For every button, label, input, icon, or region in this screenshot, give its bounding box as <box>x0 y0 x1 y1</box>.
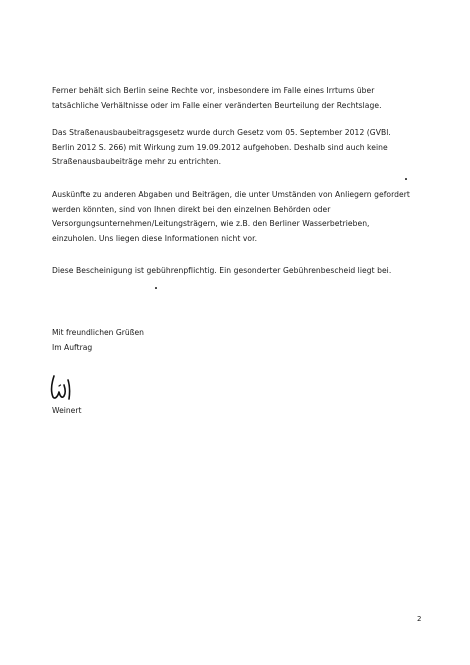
text-line: einzuholen. Uns liegen diese Informationen nicht vor. <box>52 233 258 243</box>
closing-on-behalf: Im Auftrag <box>52 342 93 352</box>
text-line: Diese Bescheinigung ist gebührenpflichtig. Ein gesonderter Gebührenbescheid liegt bei. <box>52 266 392 275</box>
text-line: Berlin 2012 S. 266) mit Wirkung zum 19.09.2012 aufgehoben. Deshalb sind auch keine <box>52 142 388 152</box>
paragraph-fee-notice <box>52 264 422 279</box>
text-line: Straßenausbaubeiträge mehr zu entrichten. <box>52 157 222 166</box>
signer-name: Weinert <box>52 406 82 415</box>
text-line: tatsächliche Verhältnisse oder im Falle einer veränderten Beurteilung der Rechtslage. <box>52 100 382 110</box>
paragraph-road-levy-law <box>52 126 422 170</box>
paragraph-rights-reservation <box>52 84 422 113</box>
page-number: 2 <box>417 615 422 623</box>
closing-greeting: Mit freundlichen Grüßen <box>52 328 144 337</box>
text-line: werden könnten, sind von Ihnen direkt bei den einzelnen Behörden oder <box>52 204 331 214</box>
text-line: Ferner behält sich Berlin seine Rechte vor, insbesondere im Falle eines Irrtums über <box>52 86 375 95</box>
closing-block <box>52 326 144 355</box>
text-line: Auskünfte zu anderen Abgaben und Beiträgen, die unter Umständen von Anliegern gefordert <box>52 190 410 199</box>
scan-speck <box>155 287 157 289</box>
paragraph-other-levies <box>52 188 422 246</box>
handwritten-signature <box>48 372 82 404</box>
text-line: Das Straßenausbaubeitragsgesetz wurde durch Gesetz vom 05. September 2012 (GVBl. <box>52 128 391 137</box>
text-line: Versorgungsunternehmen/Leitungsträgern, wie z.B. den Berliner Wasserbetrieben, <box>52 219 370 228</box>
scan-speck <box>405 178 407 180</box>
